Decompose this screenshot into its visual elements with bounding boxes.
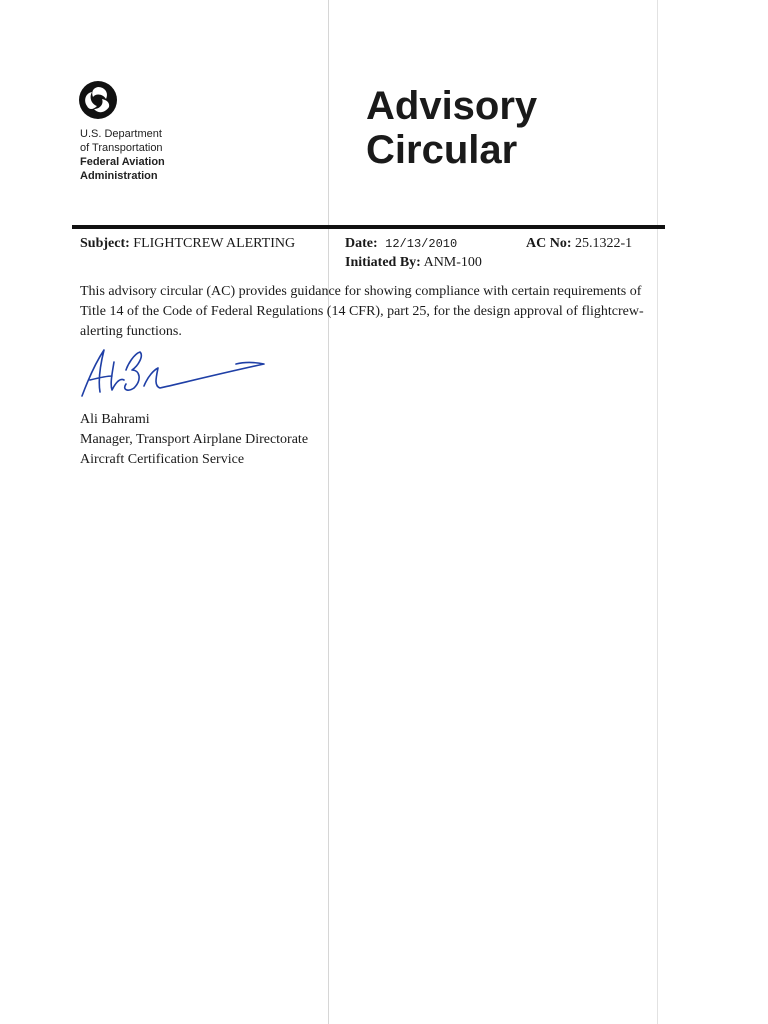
signer-service: Aircraft Certification Service xyxy=(80,452,245,467)
title-line2: Circular xyxy=(366,128,518,172)
ac-number-field xyxy=(526,236,632,252)
handwritten-signature xyxy=(78,340,268,410)
subject-label: Subject: xyxy=(80,236,130,251)
dot-triskelion-logo-icon xyxy=(78,80,118,120)
title-line1: Advisory xyxy=(366,84,538,128)
signer-title: Manager, Transport Airplane Directorate xyxy=(80,432,309,447)
initiated-field xyxy=(345,255,482,271)
subject-field xyxy=(80,236,295,252)
signer-name: Ali Bahrami xyxy=(80,412,150,427)
scan-fold-line xyxy=(328,0,329,1024)
date-field xyxy=(345,236,457,252)
signer-block xyxy=(80,410,308,470)
initiated-label: Initiated By: xyxy=(345,255,421,270)
body-paragraph: This advisory circular (AC) provides guidance for showing compliance with certain requirements of Title 14 of the Code of Federal Regulations (14 CFR), part 25, for the design approval of flightcrew-alerting functions. xyxy=(80,284,644,339)
scan-edge-line xyxy=(657,0,658,1024)
agency-faa-line1: Federal Aviation xyxy=(80,156,165,168)
agency-dept-line1: U.S. Department xyxy=(80,128,162,140)
subject-value: FLIGHTCREW ALERTING xyxy=(133,236,296,251)
ac-number-value: 25.1322-1 xyxy=(575,236,633,251)
initiated-value: ANM-100 xyxy=(423,255,482,270)
agency-faa-line2: Administration xyxy=(80,170,158,182)
document-title xyxy=(366,84,537,172)
ac-number-label: AC No: xyxy=(526,236,572,251)
date-value: 12/13/2010 xyxy=(385,237,458,251)
header-rule xyxy=(72,225,665,229)
agency-block xyxy=(80,127,165,183)
agency-dept-line2: of Transportation xyxy=(80,142,163,154)
date-label: Date: xyxy=(345,236,378,251)
